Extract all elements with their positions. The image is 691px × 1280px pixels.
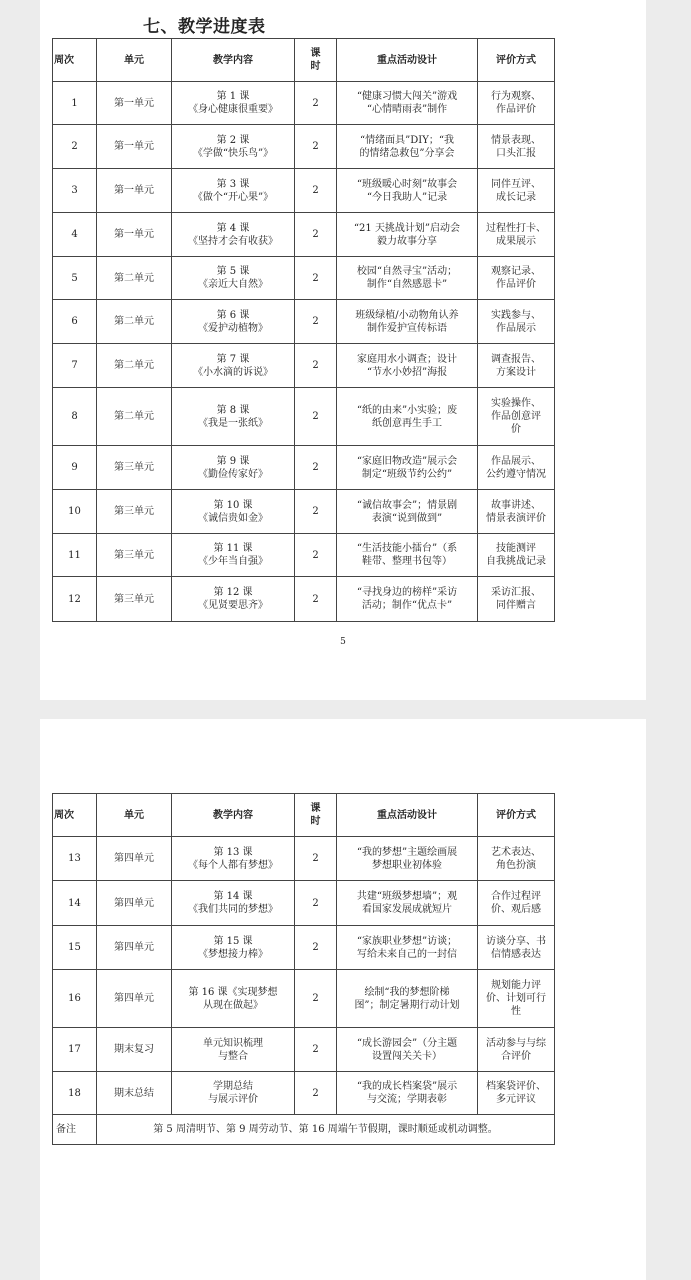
content-cell: 第 3 课 《做个“开心果”》 [172, 169, 295, 213]
hours-cell: 2 [295, 388, 337, 446]
header-activity: 重点活动设计 [337, 794, 478, 837]
hours-cell: 2 [295, 970, 337, 1028]
unit-cell: 第四单元 [97, 837, 172, 881]
activity-cell: “健康习惯大闯关”游戏 “心情晴雨表”制作 [337, 82, 478, 125]
hours-cell: 2 [295, 926, 337, 970]
content-cell: 第 4 课 《坚持才会有收获》 [172, 213, 295, 257]
content-cell: 第 1 课 《身心健康很重要》 [172, 82, 295, 125]
table-body-2 [53, 837, 555, 1115]
hours-cell: 2 [295, 125, 337, 169]
hours-cell: 2 [295, 82, 337, 125]
unit-cell: 第二单元 [97, 388, 172, 446]
hours-cell: 2 [295, 300, 337, 344]
header-evaluation: 评价方式 [478, 39, 555, 82]
activity-cell: “生活技能小擂台”（系 鞋带、整理书包等） [337, 534, 478, 577]
hours-cell: 2 [295, 1028, 337, 1072]
hours-cell: 2 [295, 837, 337, 881]
table-row [53, 125, 555, 169]
evaluation-cell: 访谈分享、书 信情感表达 [478, 926, 555, 970]
week-cell: 17 [53, 1028, 97, 1072]
table-row [53, 534, 555, 577]
activity-cell: “家族职业梦想”访谈； 写给未来自己的一封信 [337, 926, 478, 970]
content-cell: 第 10 课 《诚信贵如金》 [172, 490, 295, 534]
table-row [53, 257, 555, 300]
unit-cell: 第二单元 [97, 344, 172, 388]
activity-cell: “纸的由来”小实验；废 纸创意再生手工 [337, 388, 478, 446]
week-cell: 12 [53, 577, 97, 622]
header-week: 周次 [53, 794, 97, 837]
activity-cell: 绘制“我的梦想阶梯 图”；制定暑期行动计划 [337, 970, 478, 1028]
activity-cell: “我的成长档案袋”展示 与交流；学期表彰 [337, 1072, 478, 1115]
content-cell: 第 6 课 《爱护动植物》 [172, 300, 295, 344]
hours-cell: 2 [295, 446, 337, 490]
unit-cell: 第三单元 [97, 577, 172, 622]
table-row [53, 169, 555, 213]
table-row [53, 388, 555, 446]
remark-text: 第 5 周清明节、第 9 周劳动节、第 16 周端午节假期，课时顺延或机动调整。 [97, 1115, 555, 1145]
evaluation-cell: 观察记录、 作品评价 [478, 257, 555, 300]
evaluation-cell: 档案袋评价、 多元评议 [478, 1072, 555, 1115]
header-activity: 重点活动设计 [337, 39, 478, 82]
table-row [53, 1072, 555, 1115]
activity-cell: “成长游园会”（分主题 设置闯关关卡） [337, 1028, 478, 1072]
table-row [53, 926, 555, 970]
schedule-table-part-2 [52, 793, 555, 1145]
content-cell: 第 11 课 《少年当自强》 [172, 534, 295, 577]
remark-row [53, 1115, 555, 1145]
page-number: 5 [340, 637, 346, 647]
evaluation-cell: 规划能力评 价、计划可行 性 [478, 970, 555, 1028]
content-cell: 第 15 课 《梦想接力棒》 [172, 926, 295, 970]
content-cell: 学期总结 与展示评价 [172, 1072, 295, 1115]
unit-cell: 第一单元 [97, 213, 172, 257]
table-header-row [53, 794, 555, 837]
week-cell: 8 [53, 388, 97, 446]
unit-cell: 第一单元 [97, 169, 172, 213]
header-unit: 单元 [97, 794, 172, 837]
activity-cell: “寻找身边的榜样”采访 活动；制作“优点卡” [337, 577, 478, 622]
week-cell: 1 [53, 82, 97, 125]
activity-cell: “班级暖心时刻”故事会 “今日我助人”记录 [337, 169, 478, 213]
table-row [53, 881, 555, 926]
content-cell: 第 5 课 《亲近大自然》 [172, 257, 295, 300]
content-cell: 第 9 课 《勤俭传家好》 [172, 446, 295, 490]
hours-cell: 2 [295, 344, 337, 388]
activity-cell: “家庭旧物改造”展示会 制定“班级节约公约” [337, 446, 478, 490]
evaluation-cell: 调查报告、 方案设计 [478, 344, 555, 388]
evaluation-cell: 过程性打卡、 成果展示 [478, 213, 555, 257]
activity-cell: 共建“班级梦想墙”；观 看国家发展成就短片 [337, 881, 478, 926]
week-cell: 3 [53, 169, 97, 213]
remark-label: 备注 [53, 1115, 97, 1145]
content-cell: 第 7 课 《小水滴的诉说》 [172, 344, 295, 388]
unit-cell: 期末复习 [97, 1028, 172, 1072]
table-row [53, 446, 555, 490]
unit-cell: 第三单元 [97, 446, 172, 490]
week-cell: 15 [53, 926, 97, 970]
unit-cell: 第二单元 [97, 300, 172, 344]
week-cell: 2 [53, 125, 97, 169]
hours-cell: 2 [295, 577, 337, 622]
content-cell: 第 2 课 《学做“快乐鸟”》 [172, 125, 295, 169]
unit-cell: 第一单元 [97, 125, 172, 169]
table-row [53, 344, 555, 388]
unit-cell: 第四单元 [97, 926, 172, 970]
evaluation-cell: 技能测评 自我挑战记录 [478, 534, 555, 577]
week-cell: 14 [53, 881, 97, 926]
week-cell: 13 [53, 837, 97, 881]
evaluation-cell: 作品展示、 公约遵守情况 [478, 446, 555, 490]
week-cell: 18 [53, 1072, 97, 1115]
hours-cell: 2 [295, 534, 337, 577]
header-unit: 单元 [97, 39, 172, 82]
activity-cell: “21 天挑战计划”启动会 毅力故事分享 [337, 213, 478, 257]
table-body-1 [53, 82, 555, 622]
table-row [53, 1028, 555, 1072]
content-cell: 第 12 课 《见贤要思齐》 [172, 577, 295, 622]
evaluation-cell: 实验操作、 作品创意评 价 [478, 388, 555, 446]
header-content: 教学内容 [172, 794, 295, 837]
table-row [53, 970, 555, 1028]
activity-cell: 校园“自然寻宝”活动； 制作“自然感恩卡” [337, 257, 478, 300]
evaluation-cell: 故事讲述、 情景表演评价 [478, 490, 555, 534]
table-row [53, 490, 555, 534]
unit-cell: 期末总结 [97, 1072, 172, 1115]
unit-cell: 第三单元 [97, 534, 172, 577]
header-content: 教学内容 [172, 39, 295, 82]
section-title: 七、教学进度表 [143, 17, 266, 37]
content-cell: 单元知识梳理 与整合 [172, 1028, 295, 1072]
table-row [53, 837, 555, 881]
schedule-table-part-1 [52, 38, 555, 622]
content-cell: 第 13 课 《每个人都有梦想》 [172, 837, 295, 881]
hours-cell: 2 [295, 213, 337, 257]
table-row [53, 213, 555, 257]
content-cell: 第 8 课 《我是一张纸》 [172, 388, 295, 446]
evaluation-cell: 情景表现、 口头汇报 [478, 125, 555, 169]
unit-cell: 第四单元 [97, 881, 172, 926]
activity-cell: 班级绿植/小动物角认养 制作爱护宣传标语 [337, 300, 478, 344]
table-header-row [53, 39, 555, 82]
evaluation-cell: 同伴互评、 成长记录 [478, 169, 555, 213]
hours-cell: 2 [295, 169, 337, 213]
week-cell: 7 [53, 344, 97, 388]
week-cell: 16 [53, 970, 97, 1028]
evaluation-cell: 行为观察、 作品评价 [478, 82, 555, 125]
hours-cell: 2 [295, 881, 337, 926]
unit-cell: 第二单元 [97, 257, 172, 300]
activity-cell: “诚信故事会”；情景剧 表演“说到做到” [337, 490, 478, 534]
header-evaluation: 评价方式 [478, 794, 555, 837]
table-row [53, 82, 555, 125]
week-cell: 10 [53, 490, 97, 534]
activity-cell: “我的梦想”主题绘画展 梦想职业初体验 [337, 837, 478, 881]
evaluation-cell: 活动参与与综 合评价 [478, 1028, 555, 1072]
evaluation-cell: 合作过程评 价、观后感 [478, 881, 555, 926]
table-row [53, 300, 555, 344]
evaluation-cell: 艺术表达、 角色扮演 [478, 837, 555, 881]
hours-cell: 2 [295, 257, 337, 300]
hours-cell: 2 [295, 490, 337, 534]
week-cell: 5 [53, 257, 97, 300]
activity-cell: “情绪面具”DIY；“我 的情绪急救包”分享会 [337, 125, 478, 169]
week-cell: 11 [53, 534, 97, 577]
content-cell: 第 14 课 《我们共同的梦想》 [172, 881, 295, 926]
hours-cell: 2 [295, 1072, 337, 1115]
header-week: 周次 [53, 39, 97, 82]
week-cell: 9 [53, 446, 97, 490]
table-row [53, 577, 555, 622]
week-cell: 6 [53, 300, 97, 344]
unit-cell: 第三单元 [97, 490, 172, 534]
evaluation-cell: 采访汇报、 同伴赠言 [478, 577, 555, 622]
activity-cell: 家庭用水小调查；设计 “节水小妙招”海报 [337, 344, 478, 388]
unit-cell: 第一单元 [97, 82, 172, 125]
header-hours: 课 时 [295, 794, 337, 837]
content-cell: 第 16 课《实现梦想 从现在做起》 [172, 970, 295, 1028]
week-cell: 4 [53, 213, 97, 257]
evaluation-cell: 实践参与、 作品展示 [478, 300, 555, 344]
unit-cell: 第四单元 [97, 970, 172, 1028]
header-hours: 课 时 [295, 39, 337, 82]
